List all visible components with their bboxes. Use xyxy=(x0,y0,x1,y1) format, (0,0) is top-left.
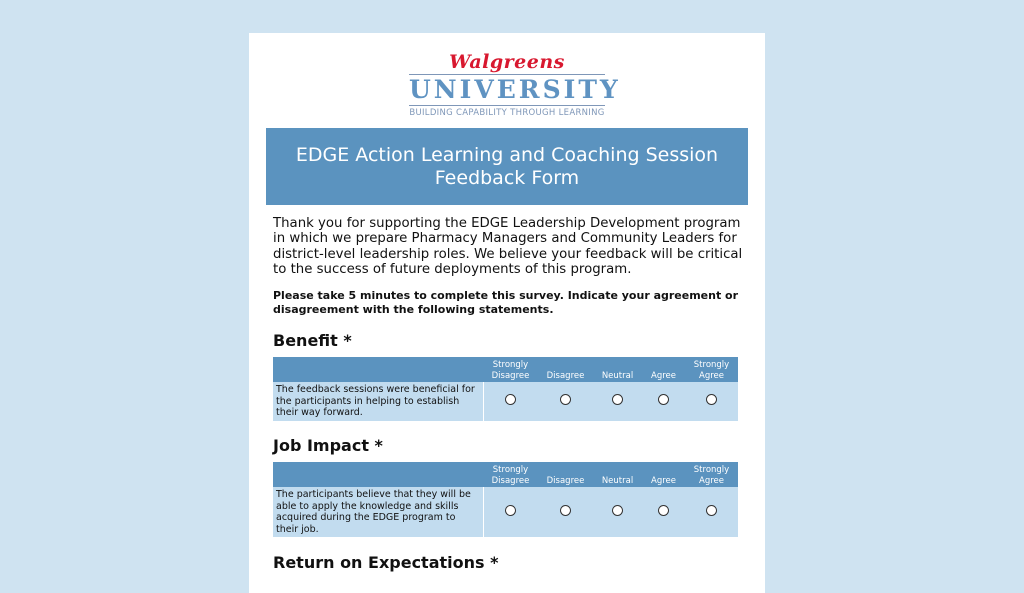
scale-header: Agree xyxy=(642,462,685,487)
instruction-text: Please take 5 minutes to complete this survey. Indicate your agreement or disagreement with the following statements. xyxy=(273,289,739,316)
scale-header: Strongly Disagree xyxy=(483,462,538,487)
form-title: EDGE Action Learning and Coaching Session Feedback Form xyxy=(295,143,719,189)
scale-header: Strongly Disagree xyxy=(483,357,538,382)
logo-tagline: BUILDING CAPABILITY THROUGH LEARNING xyxy=(409,108,605,118)
form-title-banner xyxy=(266,128,748,205)
likert-header-row xyxy=(273,357,738,382)
logo-divider xyxy=(409,105,605,106)
statement-header xyxy=(273,357,483,382)
logo-title: UNIVERSITY xyxy=(409,75,621,104)
intro-text: Thank you for supporting the EDGE Leadership Development program in which we prepare Pharmacy Managers and Community Leaders for district-level leadership roles. We believe your feedback will be critical to the success of future deployments of this program. xyxy=(273,216,743,278)
radio-strongly-disagree[interactable] xyxy=(505,505,516,516)
statement-header xyxy=(273,462,483,487)
radio-agree[interactable] xyxy=(658,394,669,405)
likert-row xyxy=(273,382,738,421)
radio-disagree[interactable] xyxy=(560,505,571,516)
scale-header: Agree xyxy=(642,357,685,382)
scale-header: Strongly Agree xyxy=(685,462,738,487)
scale-header: Neutral xyxy=(593,462,642,487)
likert-header-row xyxy=(273,462,738,487)
scale-header: Disagree xyxy=(538,462,593,487)
scale-header: Neutral xyxy=(593,357,642,382)
likert-row xyxy=(273,487,738,537)
question-title-return-on-expectations: Return on Expectations * xyxy=(273,553,499,572)
radio-disagree[interactable] xyxy=(560,394,571,405)
radio-neutral[interactable] xyxy=(612,505,623,516)
radio-agree[interactable] xyxy=(658,505,669,516)
logo-brand: Walgreens xyxy=(449,51,565,73)
question-title-job-impact: Job Impact * xyxy=(273,436,383,455)
likert-table-job-impact xyxy=(273,462,738,537)
radio-strongly-agree[interactable] xyxy=(706,505,717,516)
statement-text: The feedback sessions were beneficial for the participants in helping to establish their way forward. xyxy=(273,382,483,421)
radio-strongly-disagree[interactable] xyxy=(505,394,516,405)
scale-header: Strongly Agree xyxy=(685,357,738,382)
scale-header: Disagree xyxy=(538,357,593,382)
likert-table-benefit xyxy=(273,357,738,421)
question-title-benefit: Benefit * xyxy=(273,331,352,350)
radio-neutral[interactable] xyxy=(612,394,623,405)
radio-strongly-agree[interactable] xyxy=(706,394,717,405)
survey-form-card xyxy=(249,33,765,593)
walgreens-university-logo xyxy=(409,51,621,131)
statement-text: The participants believe that they will be able to apply the knowledge and skills acquired during the EDGE program to their job. xyxy=(273,487,483,537)
